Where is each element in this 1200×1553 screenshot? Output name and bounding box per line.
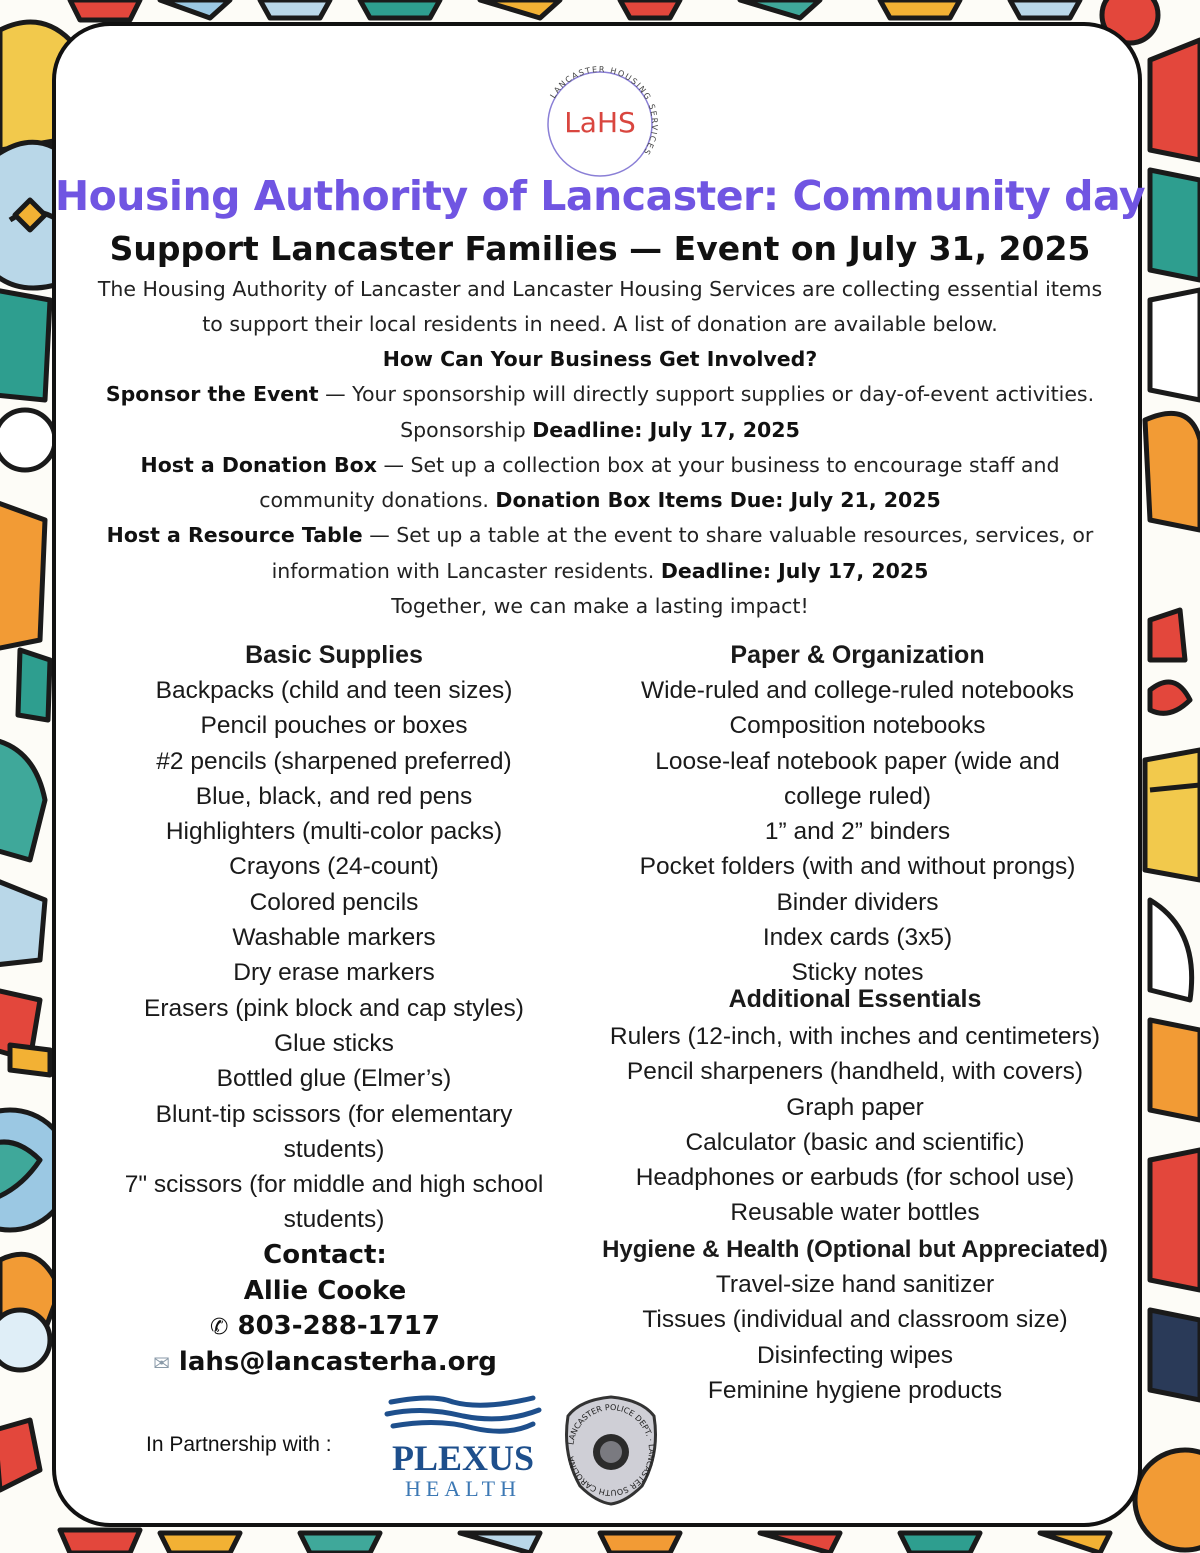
paper-organization-list [610, 638, 1105, 991]
list-item: Graph paper [786, 1093, 924, 1121]
list-item: Glue sticks [274, 1029, 394, 1057]
badge-ring-text: LANCASTER POLICE DEPT. · LANCASTER SOUTH CAROLINA [566, 1402, 657, 1498]
list-item: Pocket folders (with and without prongs) [639, 853, 1076, 881]
list-item: Pencil sharpeners (handheld, with covers) [626, 1058, 1084, 1086]
list-item: Dry erase markers [233, 959, 435, 987]
list-item: Crayons (24-count) [229, 853, 439, 881]
list-item: Disinfecting wipes [756, 1341, 954, 1369]
health-wordmark: HEALTH [405, 1476, 521, 1500]
list-item: Blunt-tip scissors (for elementary students) [155, 1100, 513, 1163]
list-item: Highlighters (multi-color packs) [165, 818, 503, 846]
sponsor-line-1: Sponsor the Event — Your sponsorship will directly support supplies or day-of-event activities. [105, 382, 1095, 406]
sponsor-line-2: Sponsorship Deadline: July 17, 2025 [400, 418, 800, 442]
list-item: Blue, black, and red pens [195, 782, 473, 810]
list-item: Index cards (3x5) [762, 924, 953, 952]
sponsor-label: Sponsor the Event [105, 382, 319, 406]
list-item: Erasers (pink block and cap styles) [144, 994, 524, 1022]
list-item: Binder dividers [776, 888, 939, 916]
page-subtitle: Support Lancaster Families — Event on July 31, 2025 [109, 229, 1091, 268]
donation-box-line-1: Host a Donation Box — Set up a collection box at your business to encourage staff and [140, 453, 1060, 477]
list-item: Wide-ruled and college-ruled notebooks [640, 677, 1075, 704]
phone-icon: ✆ [210, 1315, 229, 1340]
list-item: Pencil pouches or boxes [200, 712, 468, 740]
contact-heading: Contact: [263, 1240, 387, 1270]
additional-essentials-heading: Additional Essentials [728, 985, 982, 1013]
logo-ring-text: LANCASTER HOUSING SERVICES [548, 64, 660, 158]
closing-line: Together, we can make a lasting impact! [391, 594, 809, 618]
envelope-icon: ✉ [153, 1351, 170, 1375]
paper-organization-heading: Paper & Organization [730, 641, 985, 669]
intro-line-1: The Housing Authority of Lancaster and Lancaster Housing Services are collecting essential items [97, 277, 1103, 301]
logo-initials: LaHS [564, 106, 636, 139]
lahs-logo [534, 58, 666, 190]
sponsor-deadline: Deadline: July 17, 2025 [532, 418, 800, 442]
list-item: Composition notebooks [729, 712, 986, 740]
list-item: Backpacks (child and teen sizes) [155, 677, 513, 704]
contact-phone-row [160, 1311, 490, 1341]
list-item: 1” and 2” binders [764, 818, 951, 846]
list-item: Feminine hygiene products [707, 1376, 1003, 1404]
hygiene-health-heading: Hygiene & Health (Optional but Appreciated) [602, 1236, 1108, 1263]
involved-heading: How Can Your Business Get Involved? [382, 347, 818, 371]
list-item: 7" scissors (for middle and high school students) [124, 1171, 544, 1234]
donation-box-line-2: community donations. Donation Box Items Due: July 21, 2025 [259, 488, 941, 512]
contact-email-row [150, 1347, 500, 1377]
resource-table-label: Host a Resource Table [106, 523, 363, 547]
plexus-wordmark: PLEXUS [391, 1438, 535, 1478]
list-item: Reusable water bottles [730, 1199, 980, 1227]
resource-table-line-1: Host a Resource Table — Set up a table at the event to share valuable resources, services, or [106, 523, 1094, 547]
donation-box-label: Host a Donation Box [140, 453, 377, 477]
list-item: #2 pencils (sharpened preferred) [156, 747, 512, 775]
plexus-health-logo [383, 1392, 543, 1500]
list-item: Bottled glue (Elmer’s) [216, 1065, 452, 1093]
basic-supplies-list [100, 638, 568, 1238]
basic-supplies-heading: Basic Supplies [245, 641, 423, 669]
resource-table-line-2: information with Lancaster residents. Deadline: July 17, 2025 [271, 559, 929, 583]
list-item: Headphones or earbuds (for school use) [635, 1164, 1075, 1192]
donation-box-deadline: Donation Box Items Due: July 21, 2025 [495, 488, 941, 512]
lancaster-police-badge [562, 1394, 660, 1506]
page-title: Housing Authority of Lancaster: Community day [54, 172, 1146, 220]
hygiene-health-list [570, 1232, 1140, 1408]
additional-essentials-list [580, 982, 1130, 1231]
contact-phone[interactable]: 803-288-1717 [237, 1311, 440, 1341]
list-item: Travel-size hand sanitizer [715, 1271, 995, 1298]
list-item: Loose-leaf notebook paper (wide and college ruled) [655, 747, 1060, 810]
list-item: Sticky notes [791, 959, 924, 987]
list-item: Colored pencils [249, 888, 419, 916]
partnership-label: In Partnership with : [146, 1433, 332, 1456]
list-item: Calculator (basic and scientific) [685, 1128, 1025, 1156]
list-item: Rulers (12-inch, with inches and centimeters) [609, 1023, 1101, 1050]
list-item: Washable markers [232, 924, 436, 952]
contact-name: Allie Cooke [243, 1276, 407, 1306]
list-item: Tissues (individual and classroom size) [642, 1306, 1068, 1334]
intro-line-2: to support their local residents in need. A list of donation are available below. [202, 312, 998, 336]
contact-email[interactable]: lahs@lancasterha.org [178, 1347, 497, 1377]
resource-table-deadline: Deadline: July 17, 2025 [660, 559, 929, 583]
